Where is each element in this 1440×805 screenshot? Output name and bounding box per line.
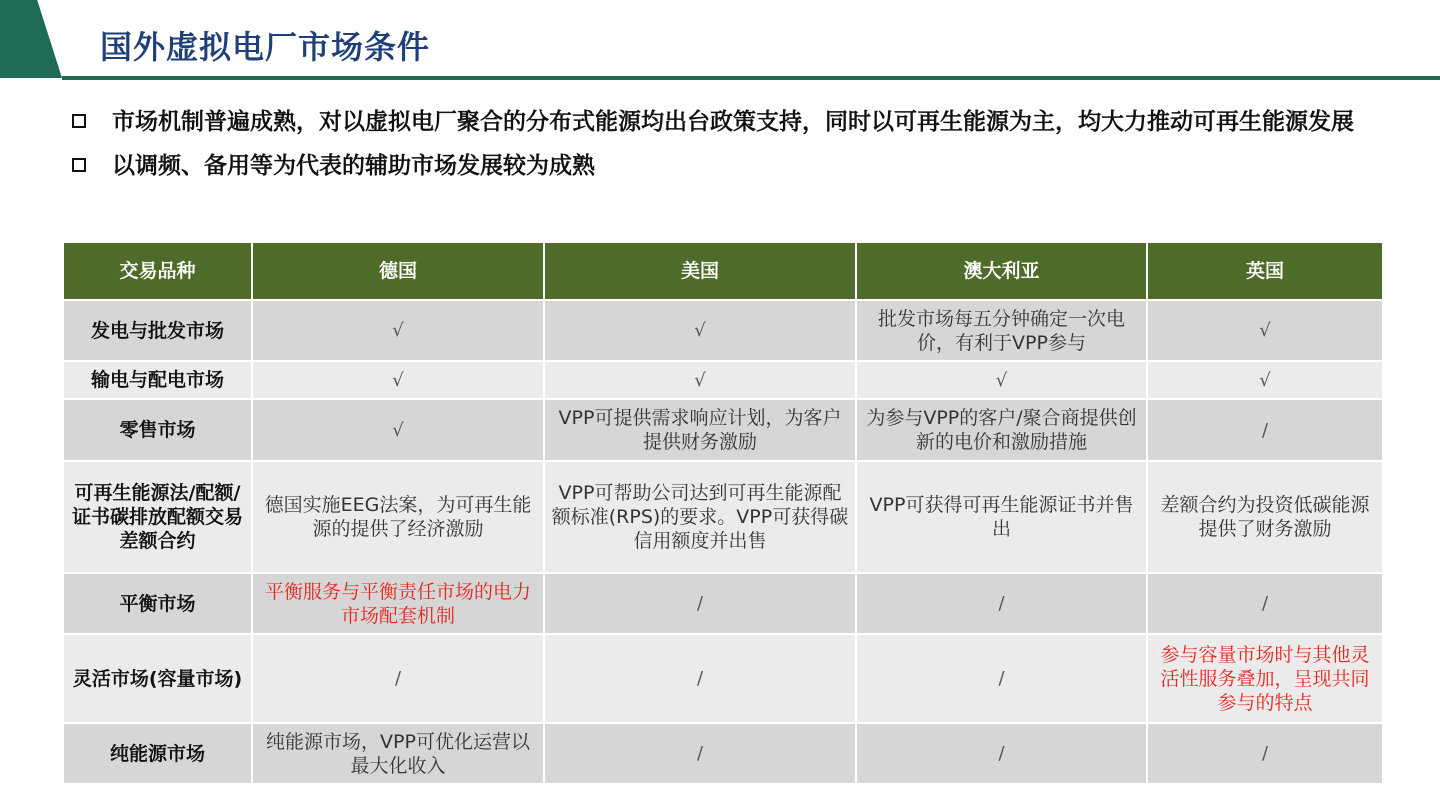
table-cell — [1147, 723, 1383, 784]
bullet-text: 市场机制普遍成熟，对以虚拟电厂聚合的分布式能源均出台政策支持，同时以可再生能源为主，均大力推动可再生能源发展 — [112, 109, 1354, 135]
header-cell-germany: 德国 — [252, 242, 544, 300]
table-cell-highlight: 参与容量市场时与其他灵活性服务叠加，呈现共同参与的特点 — [1147, 634, 1383, 723]
bullet-list — [70, 102, 1380, 190]
table-cell: VPP可提供需求响应计划，为客户提供财务激励 — [544, 399, 856, 461]
bullet-item — [70, 146, 1380, 186]
slash-mark: / — [1261, 419, 1269, 441]
table-cell — [856, 361, 1147, 399]
slash-mark: / — [998, 668, 1005, 689]
table-row — [63, 361, 1383, 399]
table-cell — [252, 399, 544, 461]
page-title: 国外虚拟电厂市场条件 — [100, 28, 431, 66]
table-row — [63, 300, 1383, 361]
check-mark: √ — [392, 369, 404, 391]
header-cell-uk: 英国 — [1147, 242, 1383, 300]
table-cell: 德国实施EEG法案，为可再生能源的提供了经济激励 — [252, 461, 544, 573]
table-cell — [856, 573, 1147, 634]
bullet-item — [70, 102, 1380, 142]
table-cell: VPP可帮助公司达到可再生能源配额标准(RPS)的要求。VPP可获得碳信用额度并出售 — [544, 461, 856, 573]
header-cell-usa: 美国 — [544, 242, 856, 300]
table-cell: 差额合约为投资低碳能源提供了财务激励 — [1147, 461, 1383, 573]
table-cell — [544, 723, 856, 784]
check-mark: √ — [694, 369, 706, 391]
row-label: 输电与配电市场 — [63, 361, 252, 399]
table-cell: 为参与VPP的客户/聚合商提供创新的电价和激励措施 — [856, 399, 1147, 461]
market-conditions-table — [62, 241, 1384, 785]
table-cell — [1147, 361, 1383, 399]
slash-mark: / — [696, 743, 704, 764]
bullet-text: 以调频、备用等为代表的辅助市场发展较为成熟 — [112, 153, 595, 179]
slash-mark: / — [696, 593, 704, 614]
row-label: 平衡市场 — [63, 573, 252, 634]
table-cell: 纯能源市场，VPP可优化运营以最大化收入 — [252, 723, 544, 784]
table-row — [63, 723, 1383, 784]
table-cell — [544, 361, 856, 399]
table-cell — [1147, 399, 1383, 461]
check-mark: √ — [392, 320, 404, 341]
check-mark: √ — [995, 369, 1008, 391]
row-label: 纯能源市场 — [63, 723, 252, 784]
slash-mark: / — [998, 593, 1005, 614]
table-cell — [856, 723, 1147, 784]
check-mark: √ — [392, 419, 404, 441]
square-bullet-icon — [72, 158, 86, 172]
slash-mark: / — [696, 668, 704, 689]
table-cell — [252, 300, 544, 361]
table-header-row — [63, 242, 1383, 300]
slash-mark: / — [1261, 593, 1269, 614]
header-cell-type: 交易品种 — [63, 242, 252, 300]
row-label: 灵活市场(容量市场) — [63, 634, 252, 723]
check-mark: √ — [694, 320, 706, 341]
square-bullet-icon — [72, 114, 86, 128]
row-label: 零售市场 — [63, 399, 252, 461]
slash-mark: / — [998, 743, 1005, 764]
corner-decoration — [0, 0, 62, 78]
table-cell — [544, 634, 856, 723]
table-cell — [1147, 300, 1383, 361]
row-label: 发电与批发市场 — [63, 300, 252, 361]
table-row — [63, 634, 1383, 723]
table-cell: VPP可获得可再生能源证书并售出 — [856, 461, 1147, 573]
table-cell — [544, 573, 856, 634]
table-row — [63, 461, 1383, 573]
row-label: 可再生能源法/配额/证书碳排放配额交易差额合约 — [63, 461, 252, 573]
table-row — [63, 399, 1383, 461]
table-cell — [252, 361, 544, 399]
table-cell — [544, 300, 856, 361]
table-cell: 批发市场每五分钟确定一次电价，有利于VPP参与 — [856, 300, 1147, 361]
slash-mark: / — [394, 668, 402, 689]
table-cell — [856, 634, 1147, 723]
title-divider — [62, 76, 1440, 80]
table-cell-highlight: 平衡服务与平衡责任市场的电力市场配套机制 — [252, 573, 544, 634]
table-row — [63, 573, 1383, 634]
slash-mark: / — [1261, 743, 1269, 764]
table-cell — [252, 634, 544, 723]
check-mark: √ — [1259, 369, 1271, 391]
check-mark: √ — [1259, 320, 1271, 341]
table-cell — [1147, 573, 1383, 634]
header-cell-australia: 澳大利亚 — [856, 242, 1147, 300]
